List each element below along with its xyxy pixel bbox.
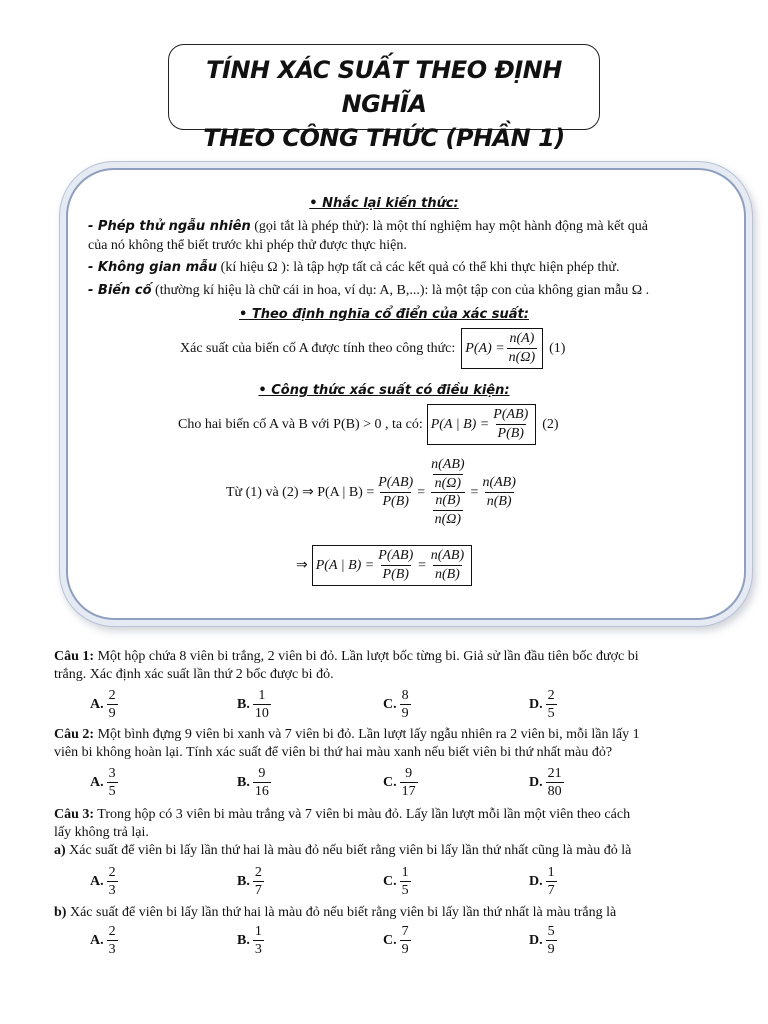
derive-fraction-3 bbox=[480, 475, 517, 510]
final-fraction-2 bbox=[429, 548, 466, 583]
trial-text-1: (gọi tắt là phép thử): là một thí nghiệm hay một hành động mà kết quả bbox=[250, 219, 648, 234]
final-f2-den: n(B) bbox=[434, 567, 460, 582]
derive-inner-num-den: n(Ω) bbox=[434, 476, 462, 491]
q1-a-num: 2 bbox=[108, 688, 116, 703]
classical-heading-wrap bbox=[0, 307, 768, 322]
q2-b-num: 9 bbox=[258, 766, 266, 781]
question-1 bbox=[54, 648, 724, 684]
q2-b-den: 16 bbox=[254, 784, 269, 799]
space-text: (kí hiệu Ω ): là tập hợp tất cả các kết quả có thể khi thực hiện phép thử. bbox=[217, 260, 620, 275]
title-box bbox=[168, 44, 600, 152]
q1-a-den: 9 bbox=[108, 706, 116, 721]
q3a-option-d[interactable] bbox=[529, 865, 559, 898]
q3-text-2: lấy không trả lại. bbox=[54, 825, 149, 840]
review-heading-wrap bbox=[0, 196, 768, 211]
derive-eq-2: = bbox=[470, 484, 479, 500]
derive-f3-den: n(B) bbox=[486, 494, 512, 509]
q1-a-label: A. bbox=[90, 696, 104, 712]
q1-b-num: 1 bbox=[258, 688, 266, 703]
q3b-a-label: A. bbox=[90, 932, 104, 948]
title-line-1: TÍNH XÁC SUẤT THEO ĐỊNH NGHĨA bbox=[206, 56, 562, 118]
conditional-heading-wrap bbox=[0, 383, 768, 398]
q3a-option-c[interactable] bbox=[383, 865, 413, 898]
q2-a-num: 3 bbox=[108, 766, 116, 781]
q1-c-label: C. bbox=[383, 696, 397, 712]
derive-inner-den-den: n(Ω) bbox=[434, 512, 462, 527]
q1-text-2: trắng. Xác định xác suất lần thứ 2 bốc được bi đỏ. bbox=[54, 667, 334, 682]
q3b-a-num: 2 bbox=[108, 924, 116, 939]
event-definition bbox=[88, 281, 649, 300]
conditional-numerator: P(AB) bbox=[493, 407, 529, 422]
q1-option-a[interactable] bbox=[90, 688, 120, 721]
q3b-d-den: 9 bbox=[547, 942, 555, 957]
final-prefix: ⇒ bbox=[296, 558, 308, 573]
derive-fraction-1 bbox=[376, 475, 415, 510]
conditional-boxed-formula bbox=[427, 404, 537, 445]
final-lhs: P(A | B) = bbox=[315, 557, 375, 573]
q3a-a-label: A. bbox=[90, 873, 104, 889]
conditional-text: Cho hai biến cố A và B với P(B) > 0 , ta có: bbox=[178, 416, 423, 432]
derive-f1-den: P(B) bbox=[382, 494, 409, 509]
q2-text-2: viên bi không hoàn lại. Tính xác suất để viên bi thứ hai màu xanh nếu biết viên bi thứ nhất màu đỏ? bbox=[54, 745, 613, 760]
q3a-d-num: 1 bbox=[547, 865, 555, 880]
review-heading: • Nhắc lại kiến thức: bbox=[309, 196, 459, 211]
derive-compound-den bbox=[431, 492, 465, 528]
q1-b-label: B. bbox=[237, 696, 250, 712]
q3b-b-den: 3 bbox=[254, 942, 262, 957]
classical-fraction bbox=[507, 331, 537, 366]
conditional-fraction bbox=[491, 407, 530, 442]
q3a-c-label: C. bbox=[383, 873, 397, 889]
derive-compound-fraction bbox=[427, 457, 468, 528]
q3b-option-d[interactable] bbox=[529, 924, 559, 957]
q1-option-d[interactable] bbox=[529, 688, 559, 721]
derive-inner-num-num: n(AB) bbox=[431, 457, 465, 472]
event-term: - Biến cố bbox=[88, 283, 152, 298]
q3a-c-den: 5 bbox=[401, 883, 409, 898]
classical-heading: • Theo định nghĩa cổ điển của xác suất: bbox=[239, 307, 529, 322]
q3a-option-a[interactable] bbox=[90, 865, 120, 898]
q3b-c-num: 7 bbox=[401, 924, 409, 939]
q2-d-label: D. bbox=[529, 774, 543, 790]
q1-d-num: 2 bbox=[547, 688, 555, 703]
q2-d-den: 80 bbox=[547, 784, 562, 799]
classical-denominator: n(Ω) bbox=[508, 350, 536, 365]
q3a-c-num: 1 bbox=[401, 865, 409, 880]
question-3 bbox=[54, 806, 724, 860]
q3b-b-label: B. bbox=[237, 932, 250, 948]
final-boxed-formula bbox=[312, 545, 472, 586]
q2-c-den: 17 bbox=[401, 784, 416, 799]
derive-eq-1: = bbox=[417, 484, 426, 500]
q3b-d-label: D. bbox=[529, 932, 543, 948]
space-term: - Không gian mẫu bbox=[88, 260, 218, 275]
trial-definition-cont: của nó không thể biết trước khi phép thử được thực hiện. bbox=[88, 238, 407, 253]
event-text: (thường kí hiệu là chữ cái in hoa, ví dụ: A, B,...): là một tập con của không gian mẫu Ω . bbox=[151, 283, 650, 298]
derive-compound-num bbox=[427, 457, 468, 492]
q3-label: Câu 3: bbox=[54, 807, 95, 822]
q3b-text: Xác suất để viên bi lấy lần thứ hai là màu đỏ nếu biết rằng viên bi lấy lần thứ nhất là màu trắng là bbox=[66, 905, 617, 920]
q2-c-label: C. bbox=[383, 774, 397, 790]
final-f1-den: P(B) bbox=[382, 567, 409, 582]
question-2 bbox=[54, 726, 724, 762]
classical-formula bbox=[180, 328, 565, 369]
q2-option-c[interactable] bbox=[383, 766, 420, 799]
q3b-c-den: 9 bbox=[401, 942, 409, 957]
q3a-option-b[interactable] bbox=[237, 865, 266, 898]
derive-inner-num-fraction bbox=[429, 457, 466, 492]
q2-text-1: Một bình đựng 9 viên bi xanh và 7 viên bi đỏ. Lần lượt lấy ngẫu nhiên ra 2 viên bi, mỗi lần lấy 1 bbox=[94, 727, 640, 742]
q3b-option-c[interactable] bbox=[383, 924, 413, 957]
classical-lhs: P(A) = bbox=[465, 340, 505, 356]
classical-numerator: n(A) bbox=[509, 331, 535, 346]
q1-option-b[interactable] bbox=[237, 688, 273, 721]
q3b-c-label: C. bbox=[383, 932, 397, 948]
q2-label: Câu 2: bbox=[54, 727, 95, 742]
q2-b-label: B. bbox=[237, 774, 250, 790]
final-fraction-1 bbox=[376, 548, 415, 583]
final-formula bbox=[296, 545, 472, 586]
q1-c-den: 9 bbox=[401, 706, 409, 721]
final-eq: = bbox=[417, 557, 427, 573]
derive-inner-den-num: n(B) bbox=[435, 493, 461, 508]
q1-option-c[interactable] bbox=[383, 688, 413, 721]
final-f1-num: P(AB) bbox=[378, 548, 414, 563]
q3a-b-label: B. bbox=[237, 873, 250, 889]
space-definition bbox=[88, 258, 619, 277]
q1-d-den: 5 bbox=[547, 706, 555, 721]
classical-tag: (1) bbox=[549, 340, 566, 356]
q2-option-d[interactable] bbox=[529, 766, 566, 799]
q2-option-b[interactable] bbox=[237, 766, 273, 799]
q3a-label: a) bbox=[54, 843, 66, 858]
derivation-formula bbox=[226, 457, 520, 528]
q3b-label: b) bbox=[54, 905, 67, 920]
q3b-option-a[interactable] bbox=[90, 924, 120, 957]
q1-b-den: 10 bbox=[254, 706, 269, 721]
q3b-option-b[interactable] bbox=[237, 924, 266, 957]
conditional-tag: (2) bbox=[542, 416, 559, 432]
q1-c-num: 8 bbox=[401, 688, 409, 703]
q3a-d-label: D. bbox=[529, 873, 543, 889]
conditional-formula bbox=[178, 404, 559, 445]
q1-d-label: D. bbox=[529, 696, 543, 712]
q1-text-1: Một hộp chứa 8 viên bi trắng, 2 viên bi đỏ. Lần lượt bốc từng bi. Giả sử lần đầu tiên bốc được bi bbox=[94, 649, 639, 664]
classical-text: Xác suất của biến cố A được tính theo công thức: bbox=[180, 340, 456, 356]
q3b-d-num: 5 bbox=[547, 924, 555, 939]
q2-a-label: A. bbox=[90, 774, 104, 790]
final-f2-num: n(AB) bbox=[430, 548, 465, 563]
derive-f3-num: n(AB) bbox=[482, 475, 516, 490]
q3a-b-num: 2 bbox=[254, 865, 262, 880]
q3a-d-den: 7 bbox=[547, 883, 555, 898]
q2-c-num: 9 bbox=[405, 766, 413, 781]
classical-boxed-formula bbox=[461, 328, 543, 369]
q3-text-1: Trong hộp có 3 viên bi màu trắng và 7 viên bi màu đỏ. Lấy lần lượt mỗi lần một viên theo cách bbox=[94, 807, 631, 822]
conditional-heading: • Công thức xác suất có điều kiện: bbox=[258, 383, 510, 398]
q3a-text: Xác suất để viên bi lấy lần thứ hai là màu đỏ nếu biết rằng viên bi lấy lần thứ nhất cũng là màu đỏ là bbox=[65, 843, 632, 858]
q3a-a-num: 2 bbox=[108, 865, 116, 880]
q1-label: Câu 1: bbox=[54, 649, 95, 664]
derive-inner-den-fraction bbox=[433, 493, 463, 528]
q3b-b-num: 1 bbox=[254, 924, 262, 939]
derive-f1-num: P(AB) bbox=[378, 475, 414, 490]
derive-prefix: Từ (1) và (2) ⇒ P(A | B) = bbox=[226, 485, 375, 500]
q2-d-num: 21 bbox=[547, 766, 562, 781]
trial-definition bbox=[88, 217, 648, 236]
title-line-2: THEO CÔNG THỨC (PHẦN 1) bbox=[203, 124, 565, 152]
conditional-denominator: P(B) bbox=[497, 426, 524, 441]
question-3b bbox=[54, 904, 724, 922]
q2-a-den: 5 bbox=[108, 784, 116, 799]
q3a-b-den: 7 bbox=[254, 883, 262, 898]
trial-term: - Phép thử ngẫu nhiên bbox=[88, 219, 251, 234]
conditional-lhs: P(A | B) = bbox=[430, 416, 490, 432]
q3b-a-den: 3 bbox=[108, 942, 116, 957]
q2-option-a[interactable] bbox=[90, 766, 120, 799]
q3a-a-den: 3 bbox=[108, 883, 116, 898]
